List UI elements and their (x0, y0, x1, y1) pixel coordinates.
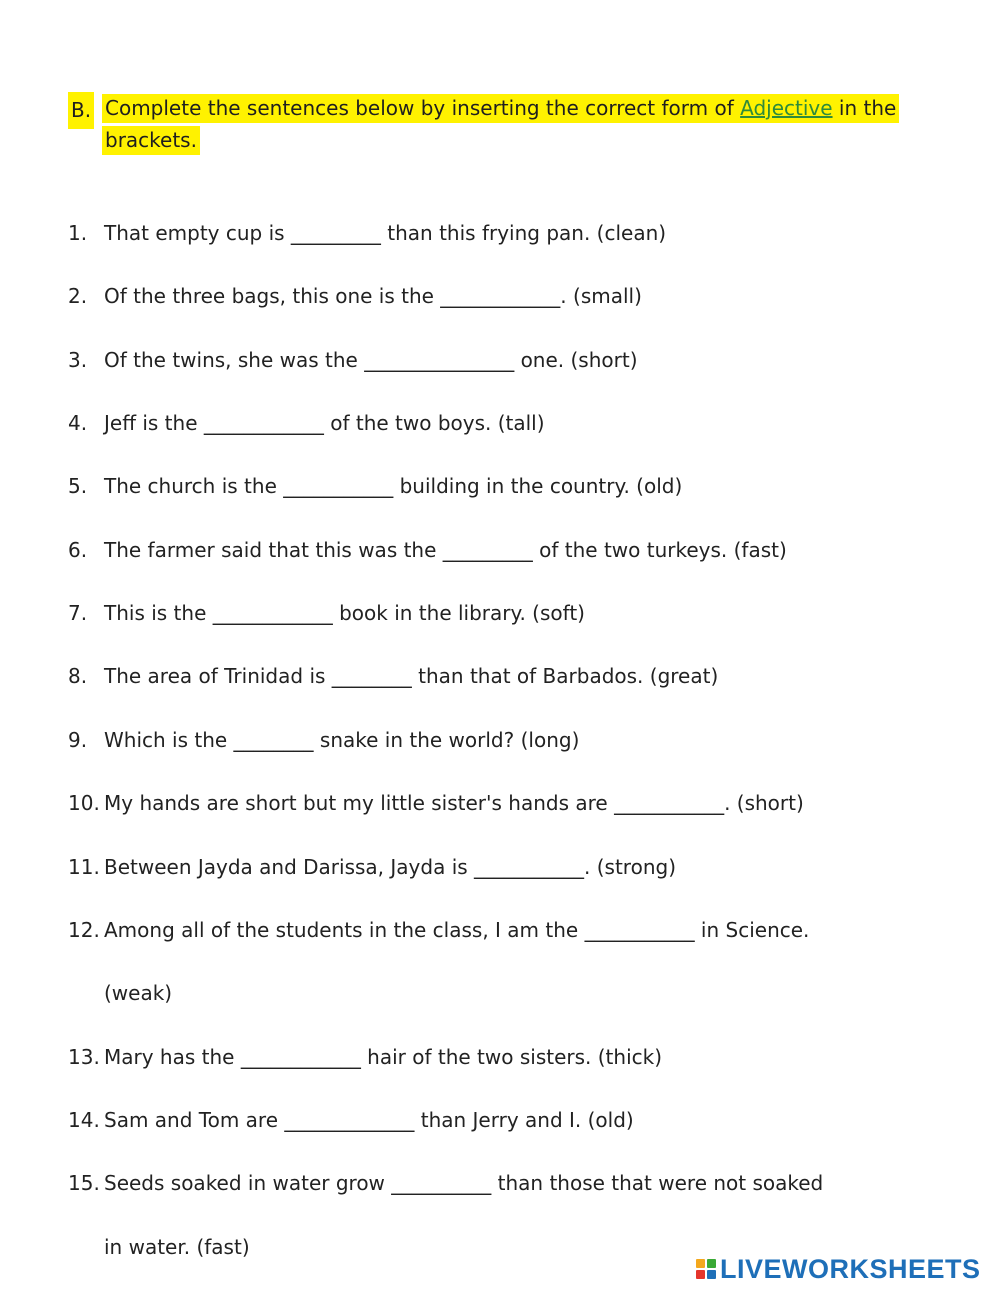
question-2 (68, 283, 948, 309)
instruction-text-after: in the brackets. (105, 96, 897, 152)
question-text: My hands are short but my little sister's hands are ___________. (short) (104, 791, 804, 815)
question-number: 3. (68, 348, 88, 372)
question-12-continuation (68, 980, 948, 1006)
adjective-link[interactable]: Adjective (740, 96, 833, 120)
question-14 (68, 1107, 948, 1133)
question-text: The church is the ___________ building in the country. (old) (104, 474, 683, 498)
question-6 (68, 537, 948, 563)
question-number: 4. (68, 411, 88, 435)
question-text: Which is the ________ snake in the world? (long) (104, 728, 580, 752)
instruction-text (102, 94, 899, 155)
instruction-text-before: Complete the sentences below by inserting the correct form of (105, 96, 734, 120)
question-number: 15. (68, 1171, 100, 1195)
liveworksheets-logo[interactable] (696, 1254, 981, 1284)
question-8 (68, 663, 948, 689)
question-text: Of the twins, she was the _______________ one. (short) (104, 348, 638, 372)
question-5 (68, 473, 948, 499)
question-text: Of the three bags, this one is the ____________. (small) (104, 284, 642, 308)
question-12 (68, 917, 948, 943)
question-number: 13. (68, 1045, 100, 1069)
question-number: 5. (68, 474, 88, 498)
question-text: Between Jayda and Darissa, Jayda is ___________. (strong) (104, 855, 677, 879)
question-number: 10. (68, 791, 100, 815)
question-number: 14. (68, 1108, 100, 1132)
question-text: Among all of the students in the class, I am the ___________ in Science. (104, 918, 810, 942)
liveworksheets-logo-icon (696, 1259, 716, 1279)
question-number: 9. (68, 728, 88, 752)
question-text: The area of Trinidad is ________ than that of Barbados. (great) (104, 664, 719, 688)
question-4 (68, 410, 948, 436)
question-text: Mary has the ____________ hair of the two sisters. (thick) (104, 1045, 663, 1069)
question-3 (68, 347, 948, 373)
question-text: The farmer said that this was the _________ of the two turkeys. (fast) (104, 538, 787, 562)
question-text: Jeff is the ____________ of the two boys. (tall) (104, 411, 545, 435)
question-text: That empty cup is _________ than this frying pan. (clean) (104, 221, 667, 245)
question-text: Seeds soaked in water grow __________ than those that were not soaked (104, 1171, 824, 1195)
question-text: This is the ____________ book in the library. (soft) (104, 601, 585, 625)
question-number: 6. (68, 538, 88, 562)
instruction-block (68, 92, 898, 156)
question-13 (68, 1044, 948, 1070)
question-number: 12. (68, 918, 100, 942)
section-letter: B. (68, 92, 94, 129)
question-number: 7. (68, 601, 88, 625)
question-number: 11. (68, 855, 100, 879)
question-1 (68, 220, 948, 246)
question-continuation: in water. (fast) (104, 1235, 250, 1259)
question-number: 1. (68, 221, 88, 245)
logo-square-4 (707, 1270, 716, 1279)
question-number: 8. (68, 664, 88, 688)
question-text: Sam and Tom are _____________ than Jerry and I. (old) (104, 1108, 634, 1132)
logo-square-3 (696, 1270, 705, 1279)
question-11 (68, 854, 948, 880)
question-15 (68, 1170, 948, 1196)
logo-square-2 (707, 1259, 716, 1268)
question-continuation: (weak) (104, 981, 173, 1005)
question-number: 2. (68, 284, 88, 308)
question-10 (68, 790, 948, 816)
logo-text: LIVEWORKSHEETS (720, 1253, 981, 1284)
question-7 (68, 600, 948, 626)
question-9 (68, 727, 948, 753)
logo-square-1 (696, 1259, 705, 1268)
